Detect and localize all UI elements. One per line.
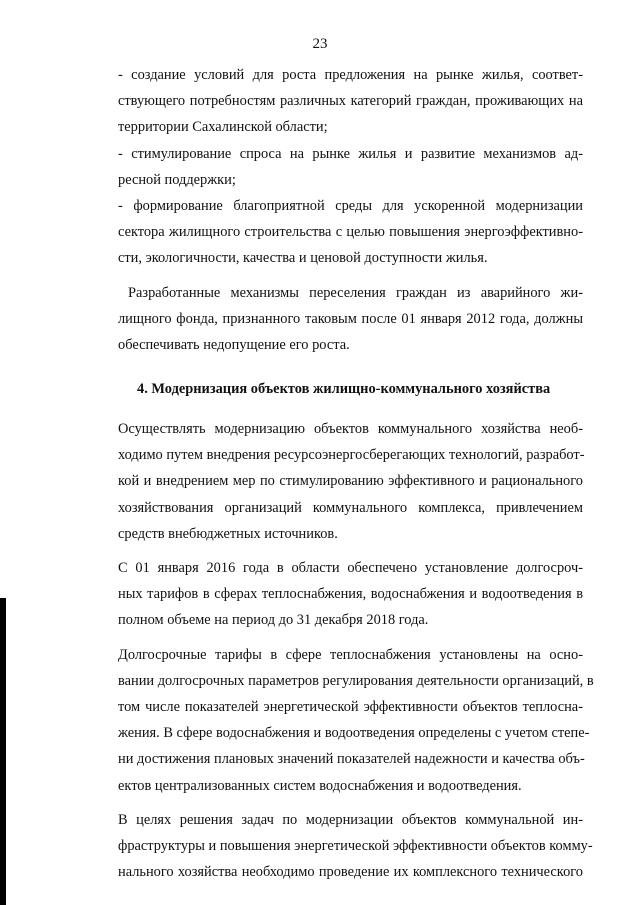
text-line: вании долгосрочных параметров регулирования деятельности организаций, в: [118, 672, 594, 689]
scan-edge-shadow: [0, 598, 6, 905]
document-body: [118, 62, 594, 885]
text-line: кой и внедрением мер по стимулированию эффективного и рационального: [118, 473, 583, 490]
paragraph-resettlement: [118, 280, 583, 359]
text-line: фраструктуры и повышения энергетической эффективности объектов комму-: [118, 837, 593, 854]
paragraph-bullet-1: [118, 62, 583, 141]
paragraph-bullet-2: [118, 141, 583, 193]
text-line: жения. В сфере водоснабжения и водоотведения определены с учетом степе-: [118, 725, 590, 742]
text-line: - создание условий для роста предложения на рынке жилья, соответ-: [118, 67, 583, 83]
text-line: обеспечивать недопущение его роста.: [118, 336, 350, 353]
text-line: - стимулирование спроса на рынке жилья и развитие механизмов ад-: [118, 145, 583, 162]
text-line: Осуществлять модернизацию объектов коммунального хозяйства необ-: [118, 421, 583, 438]
text-line: средств внебюджетных источников.: [118, 525, 338, 542]
paragraph-long-term-tariffs: [118, 642, 594, 799]
text-line: Разработанные механизмы переселения граждан из аварийного жи-: [128, 284, 583, 301]
paragraph-tariffs-2016: [118, 555, 583, 634]
page-number: 23: [312, 36, 328, 52]
text-line: хозяйствования организаций коммунального комплекса, привлечением: [118, 499, 583, 516]
text-line: - формирование благоприятной среды для ускоренной модернизации: [118, 197, 583, 214]
text-line: территории Сахалинской области;: [118, 119, 328, 136]
text-line: том числе показателей энергетической эффективности объектов теплосна-: [118, 698, 583, 715]
text-line: В целях решения задач по модернизации объектов коммунальной ин-: [118, 811, 583, 828]
text-line: ресной поддержки;: [118, 171, 236, 188]
text-line: полном объеме на период до 31 декабря 2018 года.: [118, 612, 429, 629]
paragraph-infrastructure: [118, 807, 593, 886]
text-line: Долгосрочные тарифы в сфере теплоснабжения установлены на осно-: [118, 646, 583, 663]
text-line: ни достижения плановых значений показателей надежности и качества объ-: [118, 751, 585, 768]
text-line: С 01 января 2016 года в области обеспечено установление долгосроч-: [118, 560, 583, 576]
text-line: лищного фонда, признанного таковым после 01 января 2012 года, должны: [118, 310, 583, 327]
paragraph-bullet-3: [118, 193, 583, 272]
text-line: ходимо путем внедрения ресурсоэнергосберегающих технологий, разработ-: [118, 447, 585, 464]
text-line: ных тарифов в сферах теплоснабжения, водоснабжения и водоотведения в: [118, 586, 583, 603]
text-line: сектора жилищного строительства с целью повышения энергоэффективно-: [118, 224, 583, 241]
text-line: нального хозяйства необходимо проведение их комплексного технического: [118, 864, 583, 881]
paragraph-modernization: [118, 416, 583, 547]
text-line: сти, экологичности, качества и ценовой доступности жилья.: [118, 250, 488, 267]
section-heading: 4. Модернизация объектов жилищно-коммунального хозяйства: [137, 381, 551, 398]
text-line: ствующего потребностям различных категорий граждан, проживающих на: [118, 93, 583, 110]
text-line: ектов централизованных систем водоснабжения и водоотведения.: [118, 777, 522, 794]
